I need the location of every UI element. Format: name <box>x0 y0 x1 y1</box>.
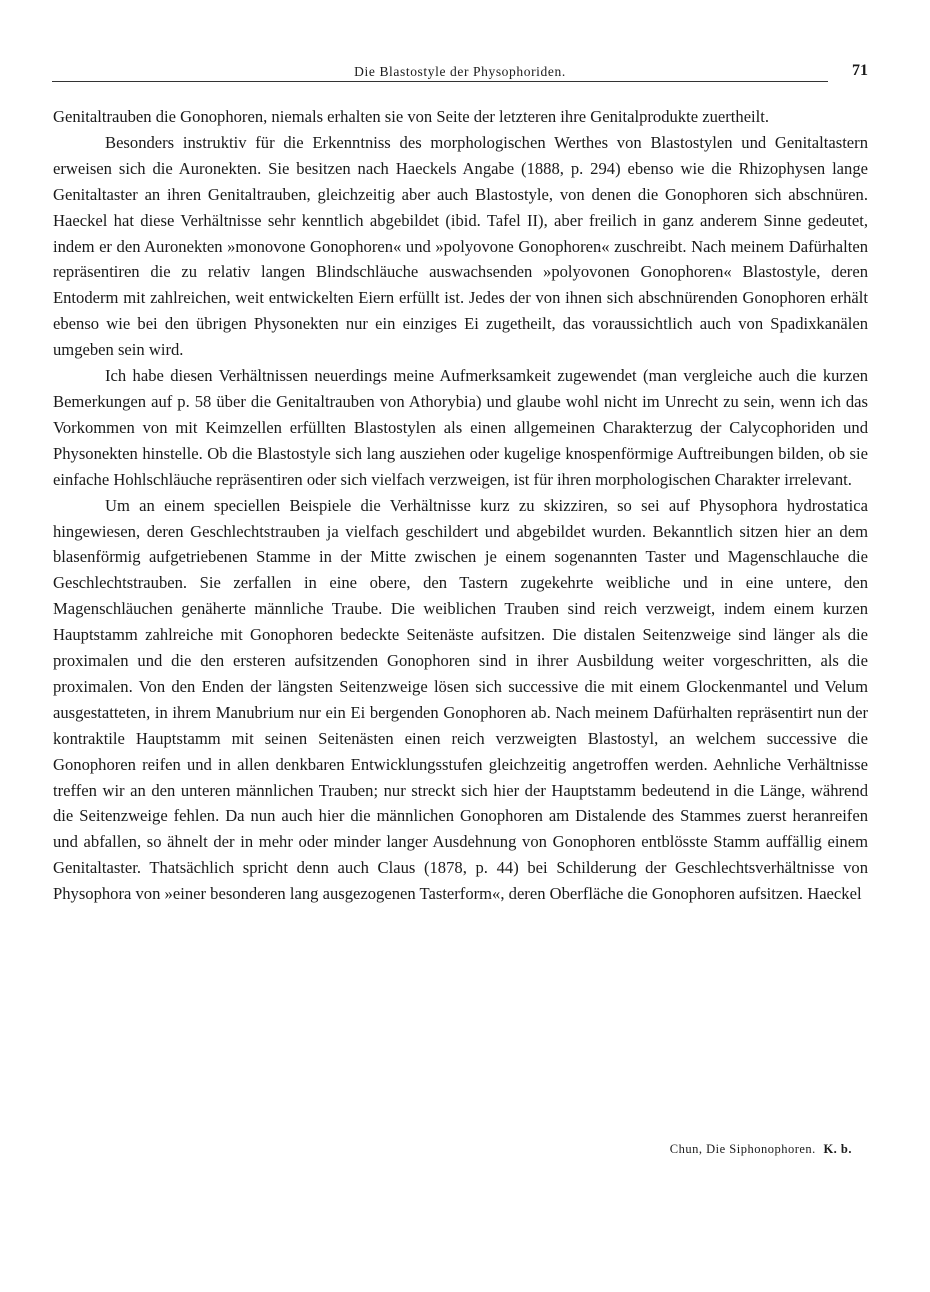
page-number: 71 <box>852 62 868 79</box>
paragraph-2: Besonders instruktiv für die Erkenntniss des morphologischen Werthes von Blastostylen und Genitaltastern erweisen sich die Auronekten. Sie besitzen nach Haeckels Angabe (1888, p. 294) ebenso wie die Rhizophysen lange Genitaltaster an ihren Genitaltrauben, gleichzeitig aber auch Blastostyle, von denen die Gonophoren sich abschnüren. Haeckel hat diese Verhältnisse sehr kenntlich abgebildet (ibid. Tafel II), aber freilich in ganz anderem Sinne gedeutet, indem er den Auronekten »monovone Gonophoren« und »polyovone Gonophoren« zuschreibt. Nach meinem Dafürhalten repräsentiren die zu relativ langen Blindschläuche auswachsenden »polyovonen Gonophoren« Blastostyle, deren Entoderm mit zahlreichen, weit entwickelten Eiern erfüllt ist. Jedes der von ihnen sich abschnürenden Gonophoren erhält ebenso wie bei den übrigen Physonekten nur ein einziges Ei zugetheilt, das voraussichtlich auch von Spadixkanälen umgeben sein wird. <box>53 132 868 360</box>
paragraph-4: Um an einem speciellen Beispiele die Verhältnisse kurz zu skizziren, so sei auf Physophora hydrostatica hingewiesen, deren Geschlechtstrauben ja vielfach geschildert und abgebildet wurden. Bekanntlich sitzen hier an dem blasenförmig aufgetriebenen Stamme in der Mitte zwischen je einem sogenannten Taster und Magenschlauche die Geschlechtstrauben. Sie zerfallen in eine obere, den Tastern zugekehrte weibliche und in eine untere, den Magenschläuchen genäherte männliche Traube. Die weiblichen Trauben sind reich verzweigt, indem einem kurzen Hauptstamm zahlreiche mit Gonophoren bedeckte Seitenäste aufsitzen. Die distalen Seitenzweige sind länger als die proximalen und die den ersteren aufsitzenden Gonophoren sind in ihrer Ausbildung weiter vorgeschritten, als die proximalen. Von den Enden der längsten Seitenzweige lösen sich successive die mit einem Glockenmantel und Velum ausgestatteten, in ihrem Manubrium nur ein Ei bergenden Gonophoren ab. Nach meinem Dafürhalten repräsentirt nun der kontraktile Hauptstamm mit seinen Seitenästen einen reich verzweigten Blastostyl, an welchem successive die Gonophoren reifen und in allen denkbaren Entwicklungsstufen gleichzeitig angetroffen werden. Aehnliche Verhältnisse treffen wir an den unteren männlichen Trauben; nur streckt sich hier der Hauptstamm bedeutend in die Länge, während die Seitenzweige fehlen. Da nun auch hier die männlichen Gonophoren am Distalende des Stammes zuerst heranreifen und abfallen, so ähnelt der in mehr oder minder langer Ausdehnung von Gonophoren entblösste Stamm auffällig einem Genitaltaster. Thatsächlich spricht denn auch Claus (1878, p. 44) bei Schilderung der Geschlechtsverhältnisse von Physophora von »einer besonderen lang ausgezogenen Tasterform«, deren Oberfläche die Gonophoren aufsitzen. Haeckel <box>53 495 868 904</box>
signature-mark: K. b. <box>823 1142 852 1156</box>
signature-line <box>670 1142 852 1157</box>
header-rule <box>52 81 828 82</box>
page-header <box>52 62 868 86</box>
running-title-text: Die Blastostyle der Physophoriden. <box>348 64 572 79</box>
running-title <box>52 64 868 80</box>
signature-source: Chun, Die Siphonophoren. <box>669 1142 816 1156</box>
paragraph-3: Ich habe diesen Verhältnissen neuerdings meine Aufmerksamkeit zugewendet (man vergleiche auch die kurzen Bemerkungen auf p. 58 über die Genitaltrauben von Athorybia) und glaube wohl nicht im Unrecht zu sein, wenn ich das Vorkommen von mit Keimzellen erfüllten Blastostylen als einen allgemeinen Charakterzug der Calycophoriden und Physonekten hinstelle. Ob die Blastostyle sich lang ausziehen oder kugelige knospenförmige Auftreibungen bilden, ob sie einfache Hohlschläuche repräsentiren oder sich vielfach verzweigen, ist für ihren morphologischen Charakter irrelevant. <box>53 366 868 489</box>
body-text <box>53 104 868 907</box>
paragraph-1: Genitaltrauben die Gonophoren, niemals erhalten sie von Seite der letzteren ihre Genitalprodukte zuertheilt. <box>53 107 770 126</box>
